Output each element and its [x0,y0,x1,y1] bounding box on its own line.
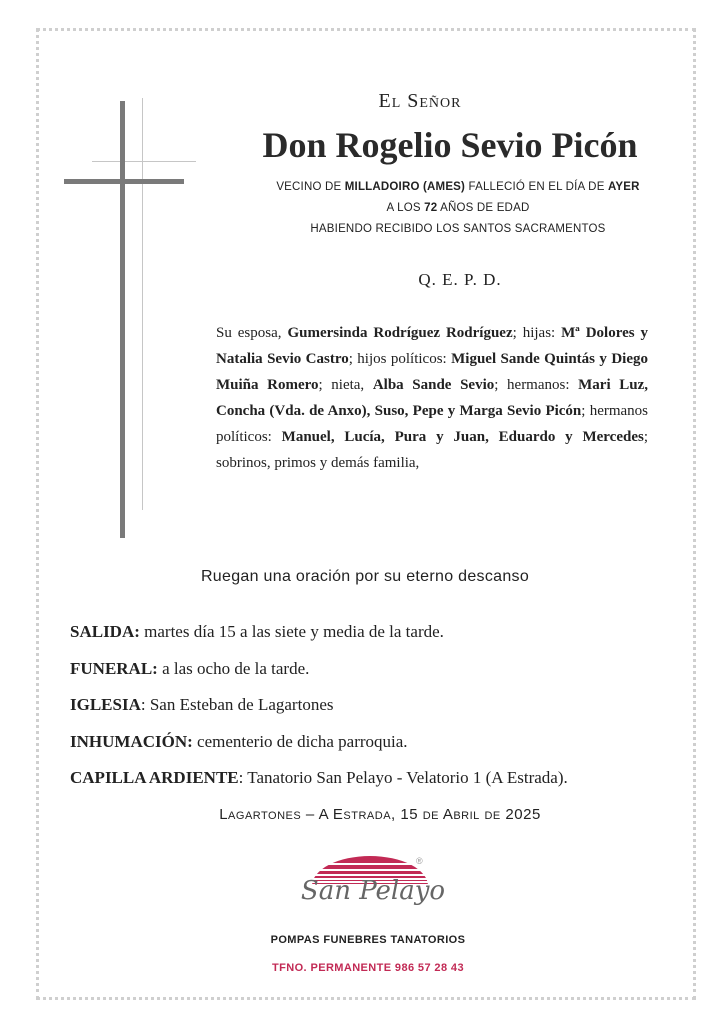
service-details [70,620,690,803]
detail-capilla: CAPILLA ARDIENTE: Tanatorio San Pelayo - Velatorio 1 (A Estrada). [70,768,568,787]
company-name: POMPAS FUNEBRES TANATORIOS [270,934,466,946]
prayer-request: Ruegan una oración por su eterno descanso [200,568,530,585]
info-line-3: HABIENDO RECIBIDO LOS SANTOS SACRAMENTOS [310,223,606,235]
info-line-2: A LOS 72 AÑOS DE EDAD [386,202,530,214]
detail-iglesia: IGLESIA: San Esteban de Lagartones [70,695,334,714]
title-honorific: El Señor [378,90,462,112]
detail-salida: SALIDA: martes día 15 a las siete y media de la tarde. [70,622,444,641]
phone-number: TFNO. PERMANENTE 986 57 28 43 [272,962,464,974]
deceased-name: Don Rogelio Sevio Picón [262,125,638,165]
place-date: Lagartones – A Estrada, 15 de Abril de 2025 [219,806,541,823]
info-line-1: VECINO DE MILLADOIRO (AMES) FALLECIÓ EN EL DÍA DE AYER [276,181,640,193]
detail-funeral: FUNERAL: a las ocho de la tarde. [70,658,310,678]
detail-inhumacion: INHUMACIÓN: cementerio de dicha parroquia. [70,731,408,751]
registered-mark: ® [416,856,423,866]
qepd: Q. E. P. D. [418,270,502,289]
company-logo-text: San Pelayo [300,876,446,906]
family-paragraph: Su esposa, Gumersinda Rodríguez Rodríguez; hijas: Mª Dolores y Natalia Sevio Castro; hijos políticos: Miguel Sande Quintás y Diego Muiña Romero; nieta, Alba Sande Sevio; hermanos: Mari Luz, Concha (Vda. de Anxo), Suso, Pepe y Marga Sevio Picón; hermanos políticos: Manuel, Lucía, Pura y Juan, Eduardo y Mercedes; sobrinos, primos y demás familia, [216,325,649,471]
